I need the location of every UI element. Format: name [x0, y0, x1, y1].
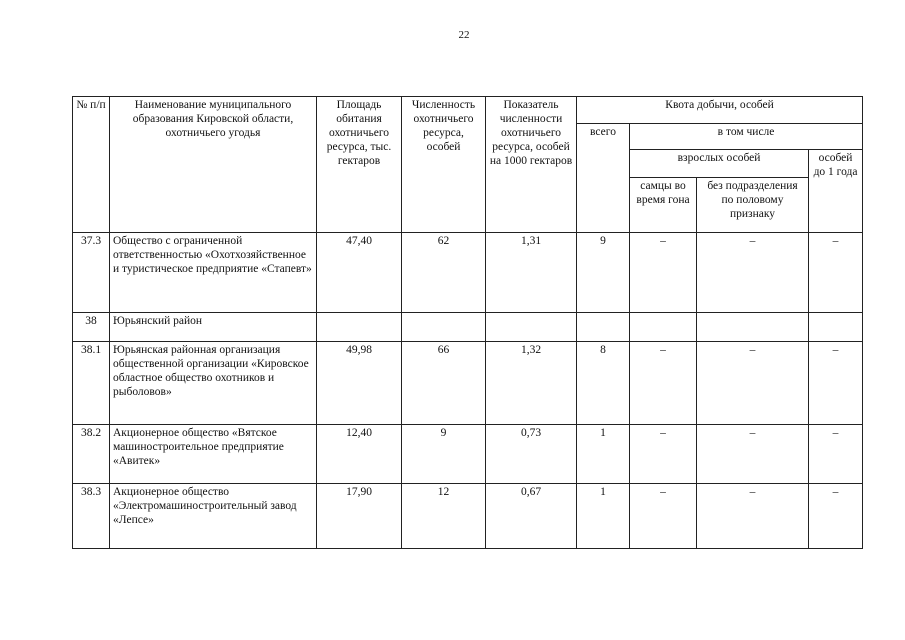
cell-num: 38: [73, 313, 110, 342]
cell-name: Юрьянский район: [110, 313, 317, 342]
cell-name: Акционерное общество «Вятское машиностроительное предприятие «Авитек»: [110, 425, 317, 484]
cell-name: Акционерное общество «Электромашиностроительный завод «Лепсе»: [110, 484, 317, 549]
cell-nosex: –: [697, 233, 809, 313]
cell-juv: [809, 313, 863, 342]
cell-total: [577, 313, 630, 342]
cell-num: 38.3: [73, 484, 110, 549]
cell-total: 1: [577, 425, 630, 484]
cell-name: Юрьянская районная организация общественной организации «Кировское областное общество охотников и рыболовов»: [110, 342, 317, 425]
cell-count: 66: [402, 342, 486, 425]
cell-count: 12: [402, 484, 486, 549]
header-juveniles: особей до 1 года: [809, 150, 863, 233]
header-adults: взрослых особей: [630, 150, 809, 178]
header-including: в том числе: [630, 124, 863, 150]
cell-count: [402, 313, 486, 342]
cell-density: 0,67: [486, 484, 577, 549]
cell-juv: –: [809, 233, 863, 313]
table-row: [73, 233, 863, 313]
header-area: Площадь обитания охотничьего ресурса, тыс. гектаров: [317, 97, 402, 233]
table-row: [73, 484, 863, 549]
cell-males: [630, 313, 697, 342]
cell-density: 0,73: [486, 425, 577, 484]
cell-juv: –: [809, 342, 863, 425]
header-num: № п/п: [73, 97, 110, 233]
cell-density: 1,31: [486, 233, 577, 313]
header-count: Численность охотничьего ресурса, особей: [402, 97, 486, 233]
cell-total: 9: [577, 233, 630, 313]
cell-nosex: –: [697, 342, 809, 425]
cell-area: 49,98: [317, 342, 402, 425]
cell-males: –: [630, 233, 697, 313]
cell-area: 47,40: [317, 233, 402, 313]
cell-juv: –: [809, 484, 863, 549]
page-number: 22: [458, 29, 470, 41]
cell-area: 17,90: [317, 484, 402, 549]
cell-nosex: [697, 313, 809, 342]
table-row: [73, 313, 863, 342]
header-quota: Квота добычи, особей: [577, 97, 863, 124]
header-total: всего: [577, 124, 630, 233]
cell-num: 37.3: [73, 233, 110, 313]
quota-table: [72, 96, 863, 549]
cell-males: –: [630, 425, 697, 484]
cell-total: 1: [577, 484, 630, 549]
cell-density: 1,32: [486, 342, 577, 425]
cell-num: 38.1: [73, 342, 110, 425]
cell-nosex: –: [697, 425, 809, 484]
header-density: Показатель численности охотничьего ресурса, особей на 1000 гектаров: [486, 97, 577, 233]
cell-density: [486, 313, 577, 342]
cell-count: 9: [402, 425, 486, 484]
cell-nosex: –: [697, 484, 809, 549]
header-males-rut: самцы во время гона: [630, 178, 697, 233]
cell-area: 12,40: [317, 425, 402, 484]
cell-count: 62: [402, 233, 486, 313]
cell-juv: –: [809, 425, 863, 484]
table-row: [73, 425, 863, 484]
cell-name: Общество с ограниченной ответственностью «Охотхозяйственное и туристическое предприятие «Стапевт»: [110, 233, 317, 313]
cell-num: 38.2: [73, 425, 110, 484]
header-no-sex-split: без подразделения по половому признаку: [697, 178, 809, 233]
header-name: Наименование муниципального образования Кировской области, охотничьего угодья: [110, 97, 317, 233]
cell-total: 8: [577, 342, 630, 425]
cell-area: [317, 313, 402, 342]
cell-males: –: [630, 484, 697, 549]
cell-males: –: [630, 342, 697, 425]
table-row: [73, 342, 863, 425]
